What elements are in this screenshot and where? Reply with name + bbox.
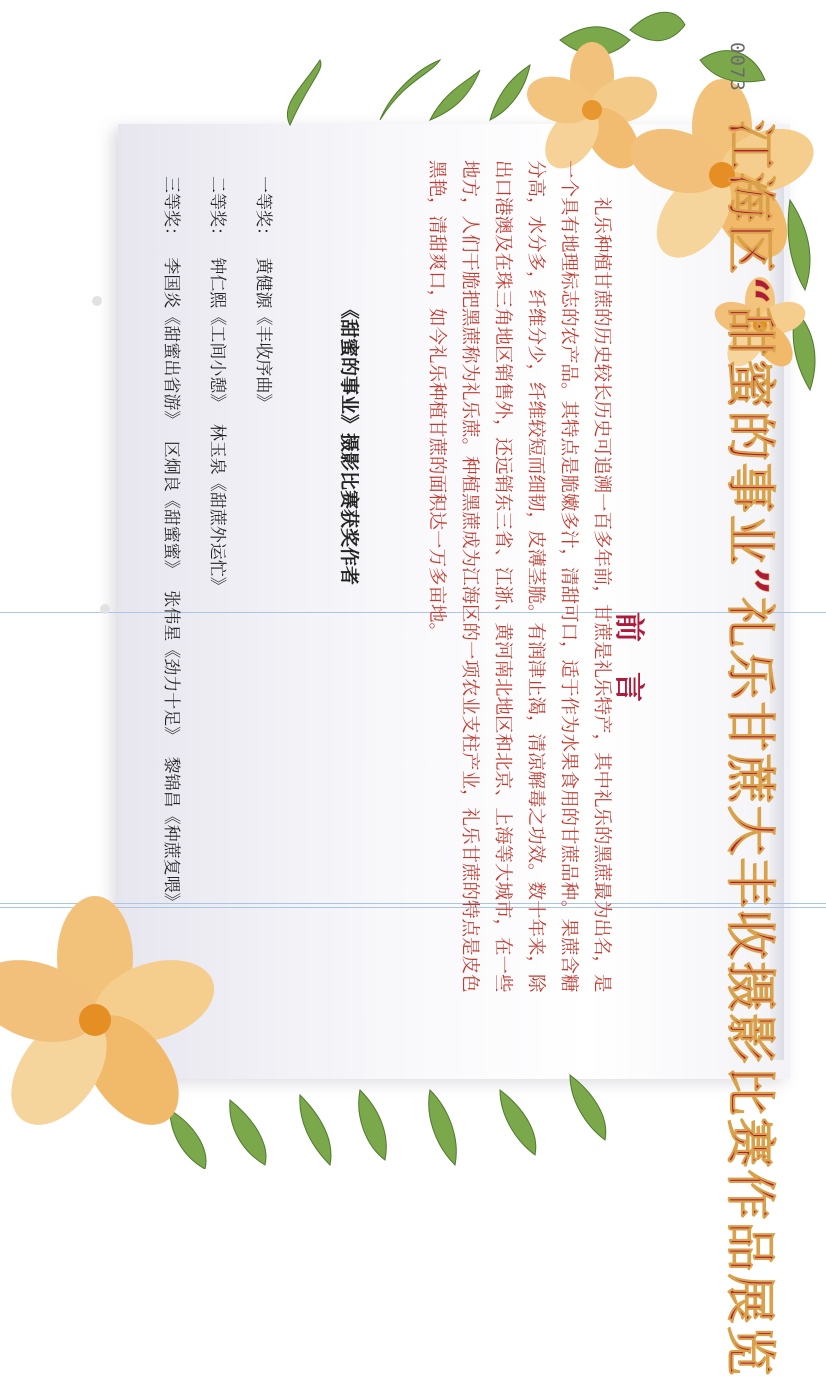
award-entry: 林玉泉《甜蔗外运忙》 <box>207 423 227 594</box>
award-entry: 钟仁熙《工间小憩》 <box>207 257 227 411</box>
award-entry: 区炯良《甜蜜蜜》 <box>161 440 181 577</box>
page-number: 0073 <box>726 42 748 92</box>
award-row-third <box>148 176 194 918</box>
award-rank: 一等奖： <box>253 176 273 244</box>
award-list-title: 《甜蜜的事业》摄影比赛获奖作者 <box>338 300 360 586</box>
award-entry: 李国炎《甜蜜出省游》 <box>161 257 181 428</box>
award-row-first <box>240 176 286 918</box>
award-entry: 黎锦昌《种蔗复喂》 <box>161 756 181 910</box>
award-row-second <box>194 176 240 918</box>
award-list <box>148 176 286 918</box>
preface-title: 前言 <box>611 612 646 732</box>
award-entry: 黄健源《丰收序曲》 <box>253 257 273 411</box>
award-entry: 张伟星《劲力十足》 <box>161 590 181 744</box>
award-rank: 三等奖： <box>161 176 181 244</box>
page-title: 江海区“甜蜜的事业”礼乐甘蔗大丰收摄影比赛作品展览 <box>721 120 780 1378</box>
award-rank: 二等奖： <box>207 176 227 244</box>
intro-paragraph: 礼乐种植甘蔗的历史较长历史可追溯一百多年前，甘蔗是礼乐特产，其中礼乐的黑蔗最为出名，是一个具有地理标志的农产品。其特点是脆嫩多汁，清甜可口，适于作为水果食用的甘蔗品种。果蔗含糖分高，水分多，纤维分少，纤维较短而细韧，皮薄茎脆。有润津止渴，清凉解毒之功效。数十年来，除出口港澳及在珠三角地区销售外，还远销东三省、江浙、黄河南北地区和北京、上海等大城市，在一些地方，人们干脆把黑蔗称为礼乐蔗。种植黑蔗成为江海区的一项农业支柱产业，礼乐甘蔗的特点是皮色黑艳，清甜爽口，如今礼乐种植甘蔗的面积达一万多亩地。 <box>426 160 612 993</box>
